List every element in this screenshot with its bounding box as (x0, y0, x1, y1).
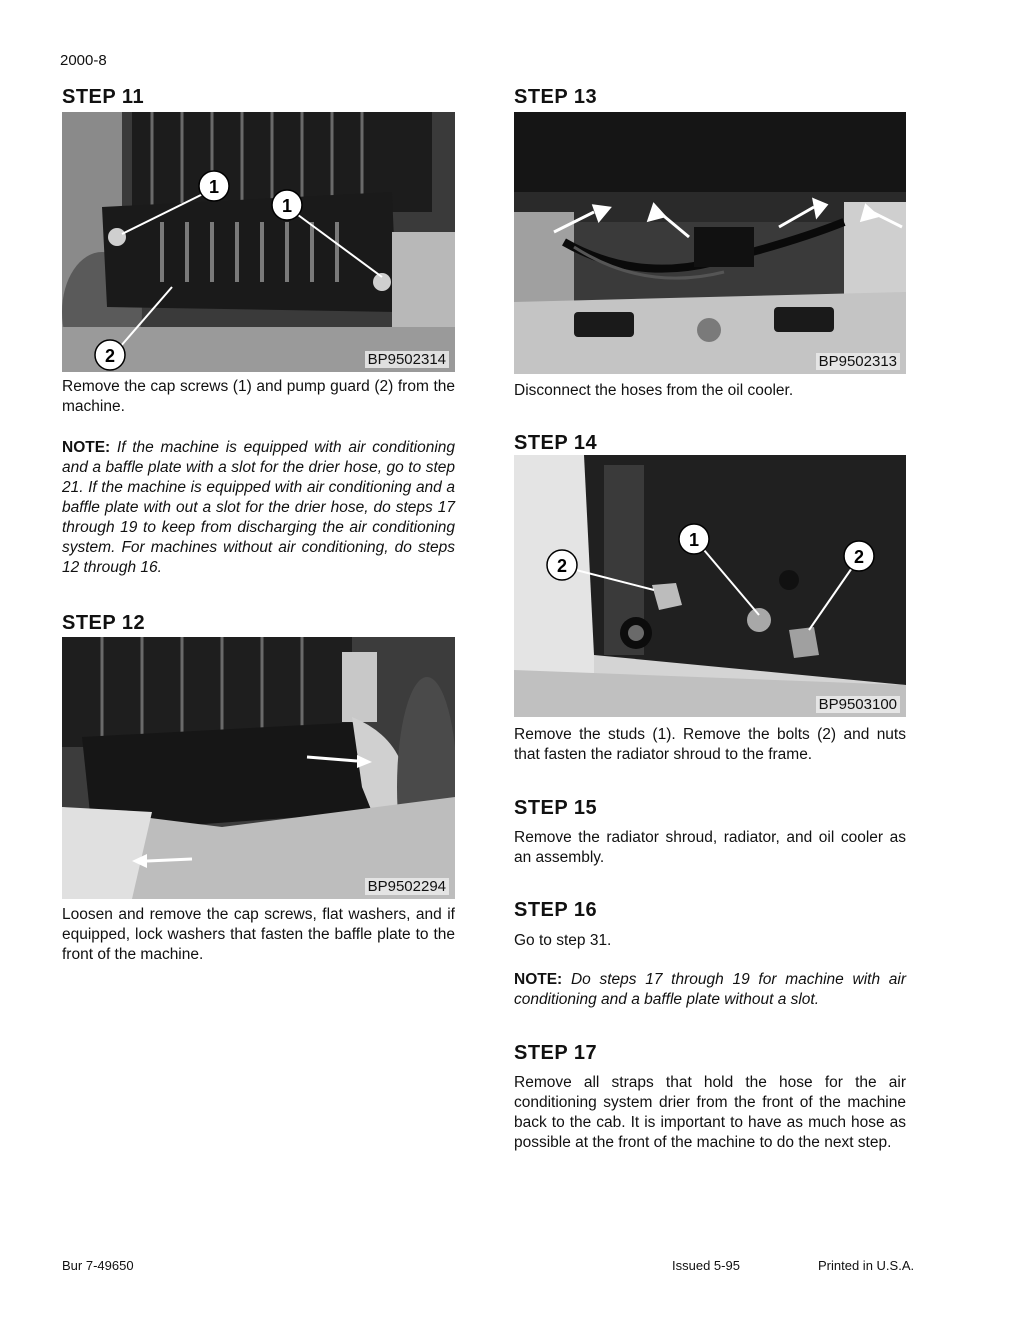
step-11-text: Remove the cap screws (1) and pump guard (2) from the machine. (62, 378, 455, 415)
step-11-callout-1b: 1 (281, 196, 293, 216)
note-2 (514, 970, 906, 1010)
step-17-text: Remove all straps that hold the hose for the air conditioning system drier from the front of the machine back to the cab. It is important to have as much hose as possible at the front of the machine to do the next step. (514, 1074, 906, 1151)
step-11-photo-code: BP9502314 (365, 351, 449, 368)
step-15-text: Remove the radiator shroud, radiator, and oil cooler as an assembly. (514, 829, 906, 866)
note-1 (62, 438, 455, 578)
step-17-title: STEP 17 (514, 1042, 598, 1064)
note-1-text: If the machine is equipped with air conditioning and a baffle plate with a slot for the drier hose, go to step 21. If the machine is equipped with air conditioning and a baffle plate with out a slot for the drier hose, do steps 17 through 19 to keep from discharging the air conditioning system. For machines without air conditioning, do steps 12 through 16. (62, 439, 456, 576)
footer-doc-number: Bur 7-49650 (62, 1258, 134, 1273)
step-13-title: STEP 13 (514, 86, 598, 108)
step-11-photo (62, 112, 455, 372)
step-11-callout-1a: 1 (208, 177, 220, 197)
footer-issued: Issued 5-95 (672, 1258, 740, 1273)
step-13-photo (514, 112, 906, 374)
step-16-text: Go to step 31. (514, 932, 612, 949)
page-number: 2000-8 (60, 52, 107, 69)
step-11-title: STEP 11 (62, 86, 145, 108)
step-14-callout-2b: 2 (853, 547, 865, 567)
note-2-label: NOTE: (514, 971, 563, 988)
step-12-photo (62, 637, 455, 899)
step-14-callout-2a: 2 (556, 556, 568, 576)
step-13-text: Disconnect the hoses from the oil cooler. (514, 382, 794, 399)
step-15-title: STEP 15 (514, 797, 598, 819)
step-14-photo (514, 455, 906, 717)
step-13-photo-code: BP9502313 (816, 353, 900, 370)
step-14-photo-code: BP9503100 (816, 696, 900, 713)
step-14-callout-1: 1 (688, 530, 700, 550)
step-16-title: STEP 16 (514, 899, 598, 921)
note-2-text: Do steps 17 through 19 for machine with air conditioning and a baffle plate without a slot. (514, 971, 907, 1008)
footer-printed: Printed in U.S.A. (818, 1258, 915, 1273)
note-1-label: NOTE: (62, 439, 111, 456)
step-11-callout-2: 2 (104, 346, 116, 366)
step-12-photo-code: BP9502294 (365, 878, 449, 895)
step-14-title: STEP 14 (514, 432, 598, 454)
step-12-text: Loosen and remove the cap screws, flat washers, and if equipped, lock washers that fasten the baffle plate to the front of the machine. (62, 906, 455, 963)
step-14-text: Remove the studs (1). Remove the bolts (2) and nuts that fasten the radiator shroud to the frame. (514, 726, 906, 763)
step-12-title: STEP 12 (62, 612, 146, 634)
